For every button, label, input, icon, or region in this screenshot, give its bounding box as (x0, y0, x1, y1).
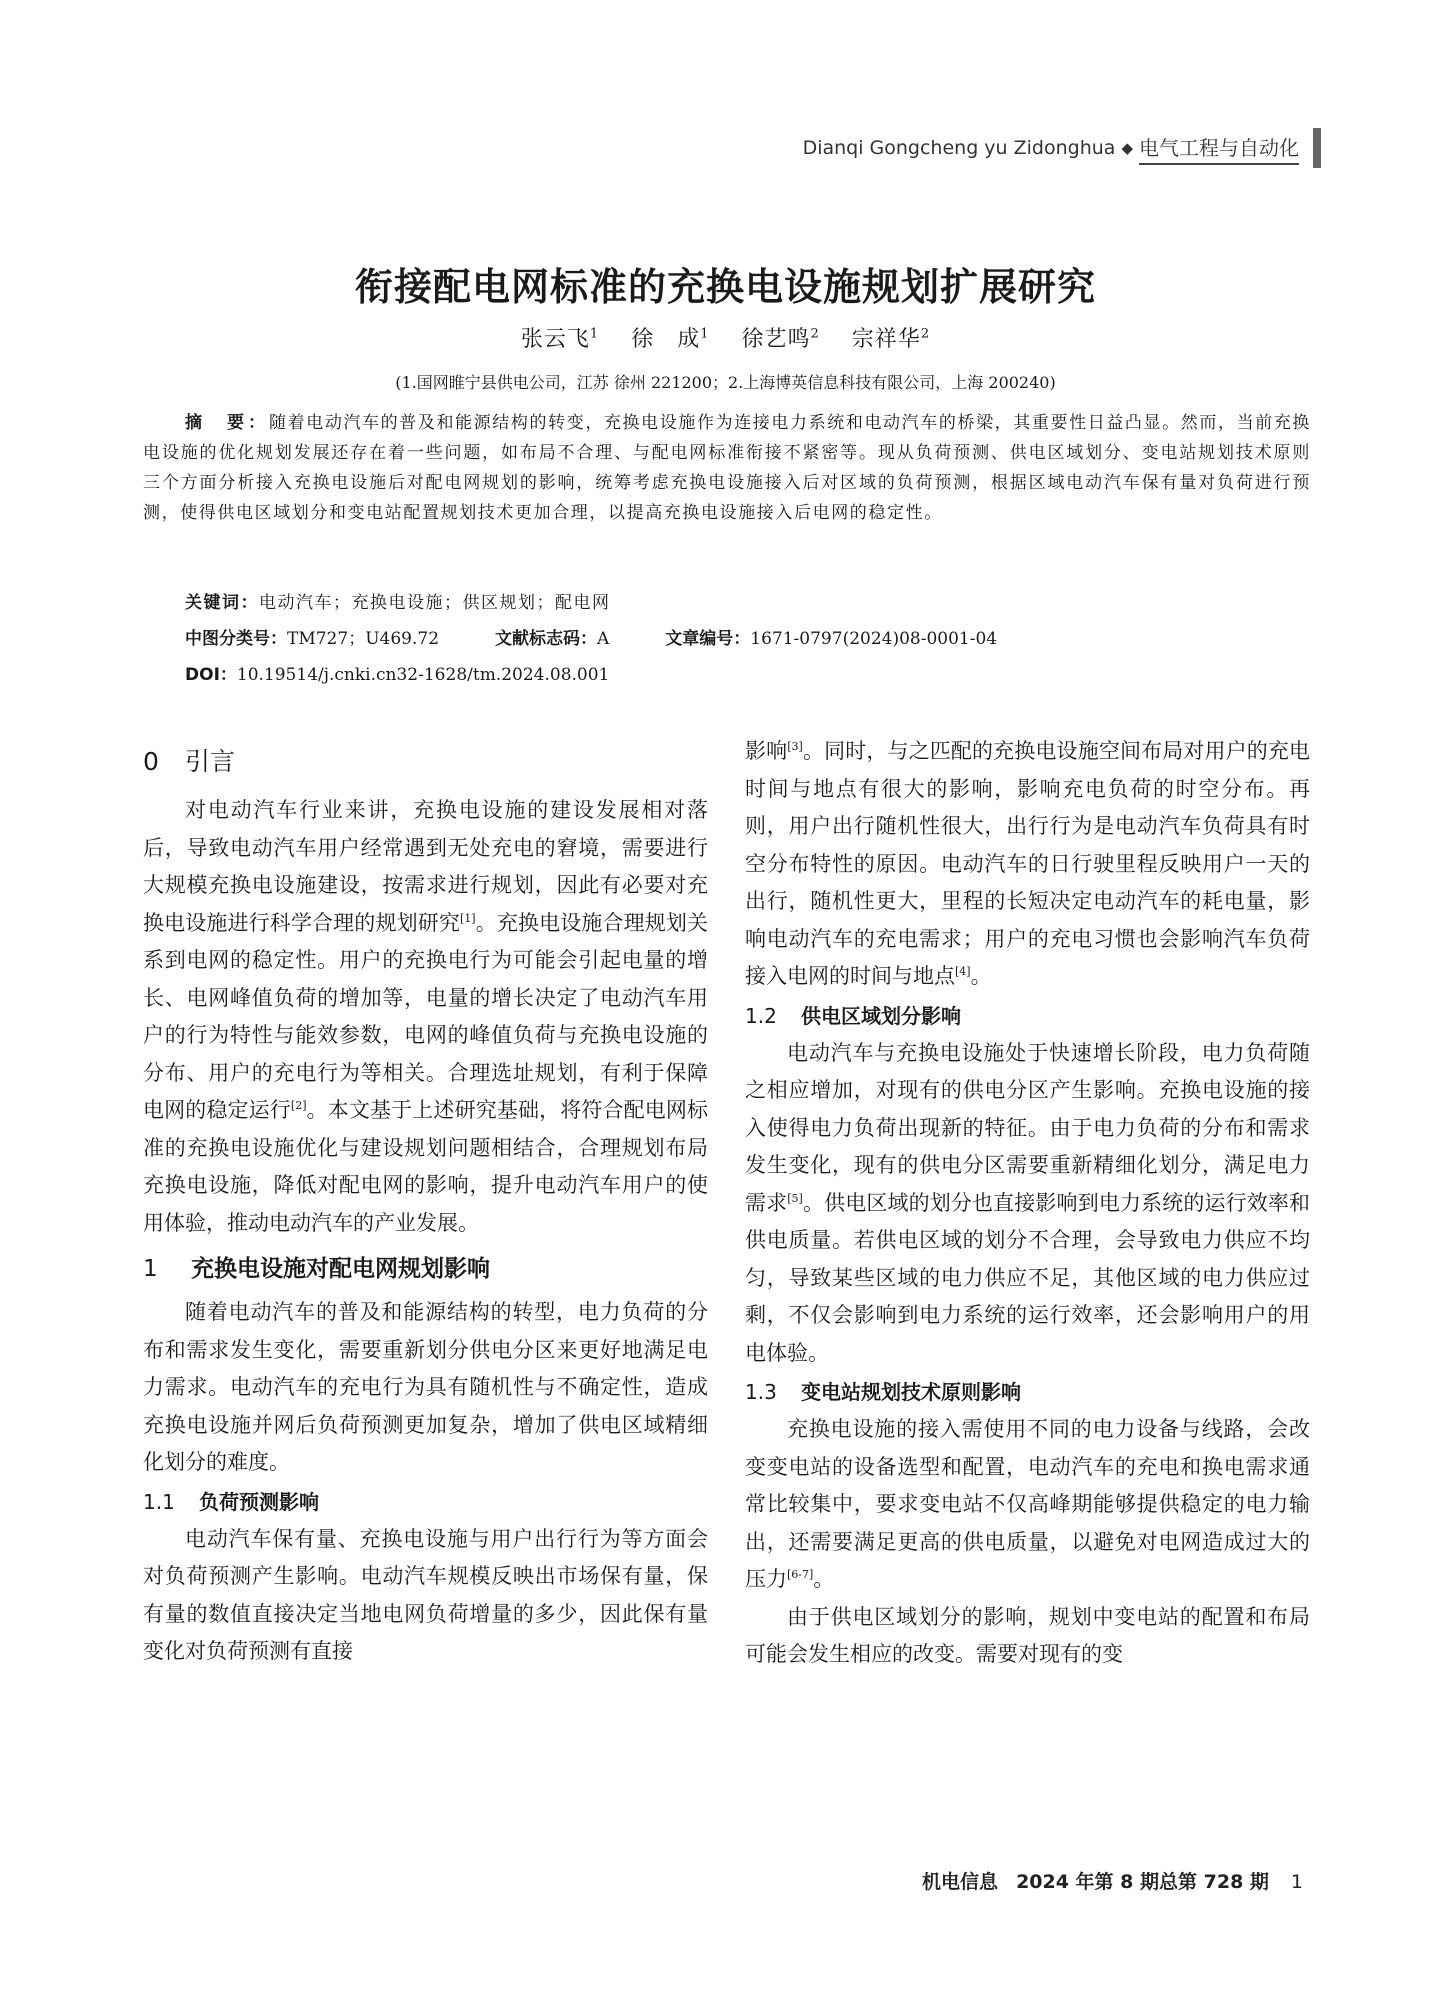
section-heading: 1 充换电设施对配电网规划影响 (143, 1256, 490, 1282)
clc-number: TM727；U469.72 (287, 629, 440, 649)
right-column (745, 733, 1310, 1674)
subsection-heading: 1.3 变电站规划技术原则影响 (745, 1380, 1021, 1404)
author: 徐艺鸣$^2$ (741, 326, 820, 352)
doi-link[interactable]: 10.19514/j.cnki.cn32-1628/tm.2024.08.001 (236, 665, 610, 685)
paragraph: 电动汽车与充换电设施处于快速增长阶段，电力负荷随之相应增加，对现有的供电分区产生影响。充换电设施的接入使得电力负荷出现新的特征。由于电力负荷的分布和需求发生变化，现有的供电分区需要重新精细化划分，满足电力需求[5]。供电区域的划分也直接影响到电力系统的运行效率和供电质量。若供电区域的划分不合理，会导致电力供应不均匀，导致某些区域的电力供应不足，其他区域的电力供应过剩，不仅会影响到电力系统的运行效率，还会影响用户的用电体验。 (745, 1040, 1311, 1365)
subsection-heading: 1.2 供电区域划分影响 (745, 1003, 961, 1028)
paragraph: 对电动汽车行业来讲，充换电设施的建设发展相对落后，导致电动汽车用户经常遇到无处充电的窘境，需要进行大规模充换电设施建设，按需求进行规划，因此有必要对充换电设施进行科学合理的规划研究[1]。充换电设施合理规划关系到电网的稳定性。用户的充换电行为可能会引起电量的增长、电网峰值负荷的增加等，电量的增长决定了电动汽车用户的行为特性与能效参数，电网的峰值负荷与充换电设施的分布、用户的充电行为等相关。合理选址规划，有利于保障电网的稳定运行[2]。本文基于上述研究基础，将符合配电网标准的充换电设施优化与建设规划问题相结合，合理规划布局充换电设施，降低对配电网的影响，提升电动汽车用户的使用体验，推动电动汽车的产业发展。 (143, 798, 709, 1235)
paragraph: 影响[3]。同时，与之匹配的充换电设施空间布局对用户的充电时间与地点有很大的影响，影响充电负荷的时空分布。再则，用户出行随机性很大，出行行为是电动汽车负荷具有时空分布特性的原因。电动汽车的日行驶里程反映用户一天的出行，随机性更大，里程的长短决定电动汽车的耗电量，影响电动汽车的充电需求；用户的充电习惯也会影响汽车负荷接入电网的时间与地点[4]。 (745, 739, 1311, 988)
affiliation: (1.国网睢宁县供电公司，江苏 徐州 221200；2.上海博英信息科技有限公司，上海 200240) (395, 373, 1056, 392)
article-number: 1671-0797(2024)08-0001-04 (750, 629, 998, 649)
page-footer (922, 1867, 1303, 1894)
paragraph: 电动汽车保有量、充换电设施与用户出行行为等方面会对负荷预测产生影响。电动汽车规模反映出市场保有量，保有量的数值直接决定当地电网负荷增量的多少，因此保有量变化对负荷预测有直接 (143, 1526, 708, 1663)
keywords: 关键词：电动汽车；充换电设施；供区规划；配电网 (185, 593, 611, 613)
section-heading: 0 引言 (143, 747, 236, 776)
footer-journal: 机电信息 (922, 1871, 999, 1893)
footer-issue: 2024 年第 8 期总第 728 期 (1016, 1871, 1269, 1893)
paper-title: 衔接配电网标准的充换电设施规划扩展研究 (354, 265, 1096, 309)
citation[interactable]: [1] (459, 911, 476, 925)
abstract (143, 408, 1311, 528)
paragraph: 充换电设施的接入需使用不同的电力设备与线路，会改变变电站的设备选型和配置，电动汽车的充电和换电需求通常比较集中，要求变电站不仅高峰期能够提供稳定的电力输出，还需要满足更高的供电质量，以避免对电网造成过大的压力[6-7]。 (745, 1417, 1310, 1591)
abstract-text: 随着电动汽车的普及和能源结构的转变，充换电设施作为连接电力系统和电动汽车的桥梁，其重要性日益凸显。然而，当前充换电设施的优化规划发展还存在着一些问题，如布局不合理、与配电网标准衔接不紧密等。现从负荷预测、供电区域划分、变电站规划技术原则三个方面分析接入充换电设施后对配电网规划的影响，统筹考虑充换电设施接入后对区域的负荷预测，根据区域电动汽车保有量对负荷进行预测，使得供电区域划分和变电站配置规划技术更加合理，以提高充换电设施接入后电网的稳定性。 (143, 413, 1311, 523)
document-code: A (597, 629, 610, 649)
author-list (0, 322, 1451, 353)
citation[interactable]: [3] (787, 740, 803, 753)
author: 宗祥华$^2$ (851, 326, 931, 352)
citation[interactable]: [4] (955, 965, 971, 978)
left-column (143, 738, 708, 1671)
page-number: 1 (1290, 1871, 1303, 1893)
author: 张云飞$^1$ (520, 326, 600, 352)
running-head (803, 128, 1321, 168)
citation[interactable]: [2] (290, 1099, 307, 1112)
citation[interactable]: [6-7] (787, 1568, 814, 1581)
classification-line: 中图分类号：TM727；U469.72 文献标志码：A 文章编号：1671-0797(2024)08-0001-04 (185, 629, 998, 649)
journal-name-cn: 电气工程与自动化 (1139, 132, 1299, 165)
keywords-text: 电动汽车；充换电设施；供区规划；配电网 (259, 593, 611, 613)
paragraph: 随着电动汽车的普及和能源结构的转型，电力负荷的分布和需求发生变化，需要重新划分供电分区来更好地满足电力需求。电动汽车的充电行为具有随机性与不确定性，造成充换电设施并网后负荷预测更加复杂，增加了供电区域精细化划分的难度。 (143, 1300, 708, 1474)
journal-pinyin: Dianqi Gongcheng yu Zidonghua (802, 137, 1116, 159)
doi-line: DOI：10.19514/j.cnki.cn32-1628/tm.2024.08.001 (185, 665, 610, 685)
paragraph: 由于供电区域划分的影响，规划中变电站的配置和布局可能会发生相应的改变。需要对现有的变 (745, 1604, 1310, 1666)
author: 徐 成$^1$ (631, 326, 710, 352)
diamond-icon: ◆ (1121, 139, 1133, 157)
citation[interactable]: [5] (787, 1191, 803, 1205)
abstract-label: 摘 要： (185, 413, 270, 433)
subsection-heading: 1.1 负荷预测影响 (143, 1489, 319, 1514)
